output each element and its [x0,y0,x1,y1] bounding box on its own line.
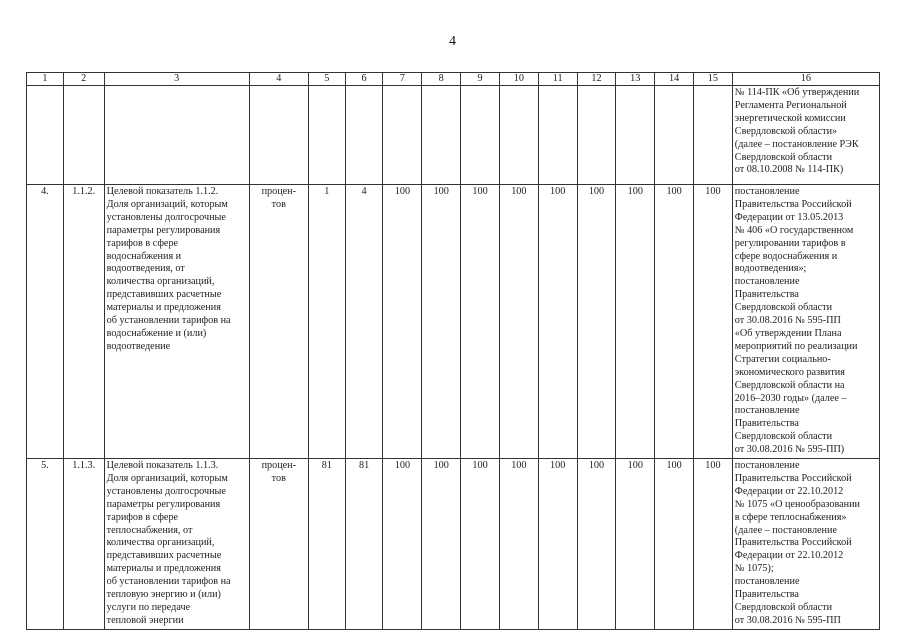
table-cell [249,86,308,185]
text-line: водоснабжения и [106,250,182,262]
value-cell: 1 [308,185,345,459]
text-line: тепловой энергии [106,614,184,626]
header-row [27,73,880,86]
text-line: тов [271,472,286,484]
value-cell: 100 [499,459,538,630]
text-line: водоотведение [106,340,171,352]
header-cell: 5 [308,73,345,86]
table-cell [63,86,104,185]
text-line: Федерации от 13.05.2013 [734,211,844,223]
table-cell [422,86,461,185]
text-line: Правительства [734,589,799,601]
text-line: установлены долгосрочные [106,485,226,497]
text-line: Свердловской области [734,302,833,314]
text-line: материалы и предложения [106,563,221,575]
text-line: Целевой показатель 1.1.2. [106,186,219,197]
header-cell: 9 [461,73,500,86]
table-cell [308,86,345,185]
value-cell: 81 [308,459,345,630]
header-cell: 10 [499,73,538,86]
text-line: тарифов в сфере [106,237,179,249]
header-cell: 14 [655,73,694,86]
header-cell: 6 [345,73,383,86]
text-line: параметры регулирования [106,498,221,510]
header-cell: 8 [422,73,461,86]
header-cell: 13 [616,73,655,86]
legal-basis-cell [732,459,879,630]
table-cell [538,86,577,185]
value-cell: 100 [693,459,732,630]
row-number: 4. [27,185,64,459]
value-cell: 100 [383,185,422,459]
header-cell: 7 [383,73,422,86]
text-line: постановление [734,460,800,472]
value-cell: 4 [345,185,383,459]
text-line: Свердловской области на [734,379,845,391]
row-number: 5. [27,459,64,630]
table-cell [499,86,538,185]
unit-cell [249,185,308,459]
text-line: параметры регулирования [106,224,221,236]
text-line: 2016–2030 годы» (далее – [734,392,847,404]
value-cell: 100 [577,185,616,459]
indicator-code: 1.1.3. [63,459,104,630]
text-line: об установлении тарифов на [106,576,231,588]
legal-basis-cell [732,86,879,185]
table-cell [655,86,694,185]
text-line: «Об утверждении Плана [734,327,842,339]
text-line: (далее – постановление РЭК [734,138,859,150]
text-line: экономического развития [734,366,845,378]
table-row [27,185,880,459]
text-line: тепловую энергию и (или) [106,589,221,601]
header-cell: 12 [577,73,616,86]
text-line: Правительства Российской [734,537,852,549]
text-line: Свердловской области [734,431,833,443]
value-cell: 100 [422,459,461,630]
text-line: № 114-ПК «Об утверждении [734,87,860,98]
text-line: постановление [734,576,800,588]
text-line: от 30.08.2016 № 595-ПП [734,614,841,626]
text-line: процен- [261,186,297,197]
value-cell: 81 [345,459,383,630]
text-line: Федерации от 22.10.2012 [734,485,844,497]
text-line: № 1075); [734,563,774,575]
text-line: Правительства [734,289,799,301]
value-cell: 100 [616,459,655,630]
text-line: (далее – постановление [734,524,837,536]
header-cell: 11 [538,73,577,86]
header-cell: 1 [27,73,64,86]
text-line: Свердловской области [734,602,833,613]
text-line: водоснабжение и (или) [106,327,207,339]
value-cell: 100 [655,185,694,459]
table-cell [461,86,500,185]
value-cell: 100 [693,185,732,459]
text-line: Свердловской области» [734,125,838,137]
table-cell [693,86,732,185]
value-cell: 100 [499,185,538,459]
text-line: от 30.08.2016 № 595-ПП) [734,444,845,456]
text-line: Целевой показатель 1.1.3. [106,460,219,472]
text-line: Свердловской области [734,151,833,163]
text-line: постановление [734,186,800,197]
unit-cell [249,459,308,630]
value-cell: 100 [655,459,694,630]
text-line: материалы и предложения [106,302,221,314]
table-cell [616,86,655,185]
text-line: Доля организаций, которым [106,472,228,484]
table-cell [345,86,383,185]
header-cell: 16 [732,73,879,86]
text-line: представивших расчетные [106,289,222,301]
indicator-description [104,185,249,459]
text-line: количества организаций, [106,537,215,549]
text-line: услуги по передаче [106,602,191,613]
value-cell: 100 [422,185,461,459]
value-cell: 100 [577,459,616,630]
header-cell: 4 [249,73,308,86]
value-cell: 100 [383,459,422,630]
table-row [27,459,880,630]
text-line: Стратегии социально- [734,353,831,365]
text-line: тов [271,198,286,210]
table-cell [577,86,616,185]
text-line: теплоснабжения, от [106,524,193,536]
text-line: Доля организаций, которым [106,198,228,210]
value-cell: 100 [616,185,655,459]
text-line: водоотведения, от [106,263,185,275]
text-line: представивших расчетные [106,550,222,562]
indicators-table [26,72,880,630]
text-line: мероприятий по реализации [734,340,858,352]
page-number: 4 [449,34,456,49]
text-line: Правительства Российской [734,198,852,210]
text-line: постановление [734,405,800,417]
text-line: Регламента Региональной [734,99,847,111]
text-line: от 08.10.2008 № 114-ПК) [734,164,844,176]
text-line: Федерации от 22.10.2012 [734,550,844,562]
text-line: № 1075 «О ценообразовании [734,498,861,510]
text-line: регулировании тарифов в [734,237,846,249]
text-line: в сфере теплоснабжения» [734,511,847,523]
table-cell [27,86,64,185]
header-cell: 3 [104,73,249,86]
text-line: процен- [261,460,297,472]
header-cell: 2 [63,73,104,86]
text-line: установлены долгосрочные [106,211,226,223]
value-cell: 100 [461,185,500,459]
text-line: № 406 «О государственном [734,224,854,236]
text-line: энергетической комиссии [734,112,846,124]
indicator-description [104,459,249,630]
value-cell: 100 [538,459,577,630]
value-cell: 100 [538,185,577,459]
legal-basis-cell [732,185,879,459]
indicator-code: 1.1.2. [63,185,104,459]
text-line: постановление [734,276,800,288]
table-cell [383,86,422,185]
text-line: об установлении тарифов на [106,315,231,327]
header-cell: 15 [693,73,732,86]
continuation-row [27,86,880,185]
text-line: сфере водоснабжения и [734,250,838,262]
text-line: тарифов в сфере [106,511,179,523]
table-cell [104,86,249,185]
text-line: количества организаций, [106,276,215,288]
text-line: водоотведения»; [734,263,807,275]
text-line: Правительства Российской [734,472,852,484]
text-line: Правительства [734,418,799,430]
text-line: от 30.08.2016 № 595-ПП [734,315,841,327]
value-cell: 100 [461,459,500,630]
